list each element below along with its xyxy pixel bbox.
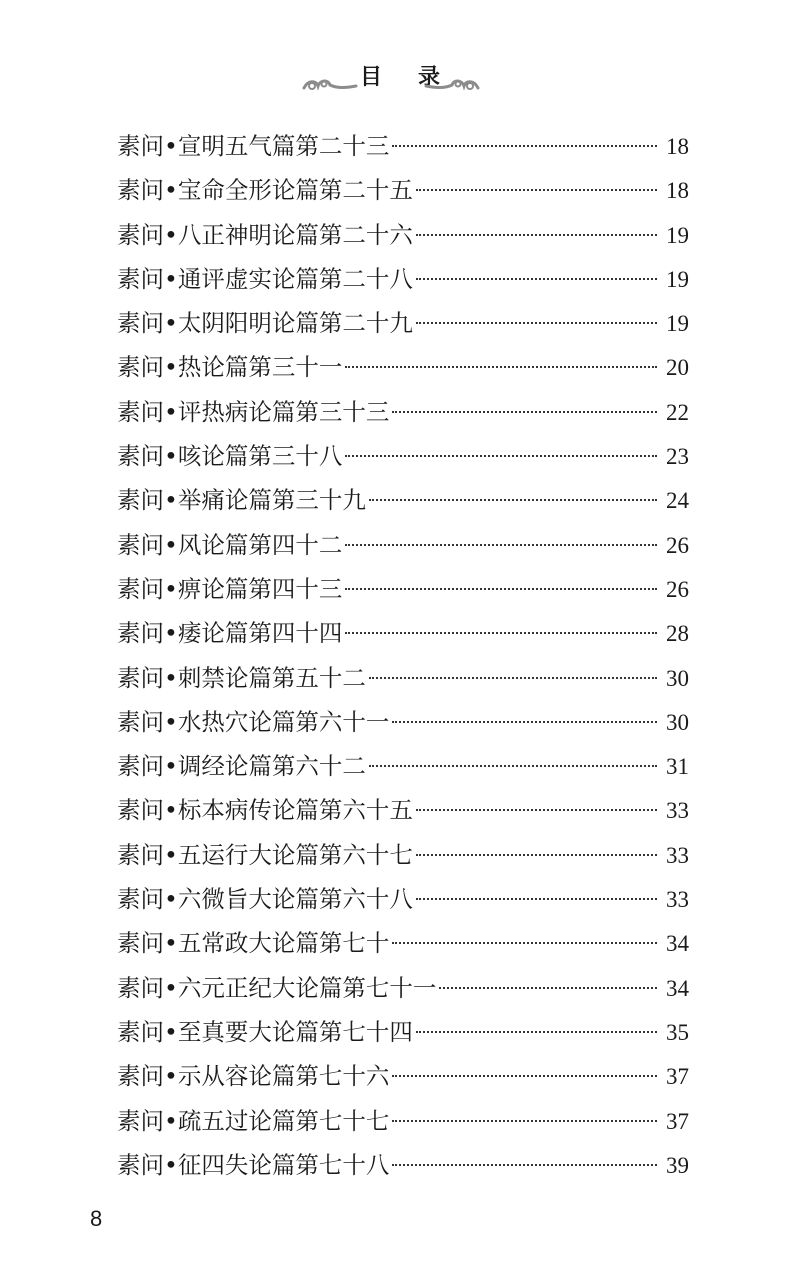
toc-entry[interactable] [117,744,689,788]
toc-header [0,56,800,106]
dot-leader [392,1164,657,1166]
dot-leader [345,366,657,368]
toc-entry-title: 素问•刺禁论篇第五十二 [117,663,366,692]
toc-entry-title: 素问•征四失论篇第七十八 [117,1150,390,1179]
toc-entry-title: 素问•举痛论篇第三十九 [117,486,366,515]
toc-entry-title: 素问•宝命全形论篇第二十五 [117,176,413,205]
dot-leader [416,278,657,280]
toc-entry-page: 33 [666,842,689,868]
dot-leader [416,189,657,191]
toc-entry-title: 素问•调经论篇第六十二 [117,752,366,781]
toc-entry-page: 37 [666,1064,689,1090]
toc-entry[interactable] [117,390,689,434]
toc-entry-page: 28 [666,621,689,647]
dot-leader [416,234,657,236]
toc-entry[interactable] [117,434,689,478]
page-title: 目录 [359,65,476,90]
dot-leader [392,1120,657,1122]
toc-entry-title: 素问•痹论篇第四十三 [117,574,343,603]
dot-leader [369,499,657,501]
toc-entry-page: 19 [666,311,689,337]
toc-entry-title: 素问•疏五过论篇第七十七 [117,1106,390,1135]
toc-entry-page: 26 [666,576,689,602]
dot-leader [439,987,657,989]
dot-leader [392,145,657,147]
dot-leader [416,898,657,900]
toc-entry-page: 37 [666,1108,689,1134]
toc-entry-page: 19 [666,266,689,292]
toc-entry-title: 素问•宣明五气篇第二十三 [117,132,390,160]
dot-leader [345,632,657,634]
toc-entry-title: 素问•标本病传论篇第六十五 [117,796,413,825]
toc-entry[interactable] [117,168,689,212]
toc-entry-page: 18 [666,134,689,159]
toc-entry-title: 素问•风论篇第四十二 [117,530,343,559]
toc-entry[interactable] [117,523,689,567]
dot-leader [345,455,657,457]
toc-entry-page: 34 [666,931,689,957]
toc-entry[interactable] [117,1143,689,1187]
toc-entry-title: 素问•八正神明论篇第二十六 [117,220,413,249]
dot-leader [369,765,657,767]
toc-entry-title: 素问•示从容论篇第七十六 [117,1062,390,1091]
toc-entry-page: 24 [666,488,689,514]
toc-entry[interactable] [117,567,689,611]
dot-leader [416,322,657,324]
dot-leader [345,544,657,546]
toc-entry-title: 素问•评热病论篇第三十三 [117,397,390,426]
toc-entry[interactable] [117,478,689,522]
dot-leader [345,588,657,590]
toc-entry-page: 34 [666,975,689,1001]
toc-entry-title: 素问•热论篇第三十一 [117,353,343,382]
dot-leader [392,942,657,944]
toc-entry-page: 39 [666,1152,689,1178]
toc-entry-title: 素问•通评虚实论篇第二十八 [117,264,413,293]
toc-entry[interactable] [117,656,689,700]
toc-entry-page: 22 [666,399,689,425]
toc-entry[interactable] [117,700,689,744]
toc-entry-title: 素问•至真要大论篇第七十四 [117,1017,413,1046]
toc-entry[interactable] [117,257,689,301]
toc-entry[interactable] [117,833,689,877]
toc-entry-title: 素问•水热穴论篇第六十一 [117,707,390,736]
toc-entry[interactable] [117,877,689,921]
toc-entry-title: 素问•咳论篇第三十八 [117,442,343,471]
dot-leader [416,854,657,856]
toc-entry[interactable] [117,788,689,832]
toc-entry-title: 素问•痿论篇第四十四 [117,619,343,648]
toc-entry-page: 30 [666,665,689,691]
toc-entry[interactable] [117,124,689,168]
page-number: 8 [90,1206,103,1231]
toc-entry-page: 19 [666,222,689,248]
toc-entry-title: 素问•六元正纪大论篇第七十一 [117,973,437,1002]
toc-entry[interactable] [117,966,689,1010]
toc-entry-title: 素问•五常政大论篇第七十 [117,929,390,958]
toc-entry[interactable] [117,1099,689,1143]
toc-entry-page: 18 [666,178,689,204]
toc-entry[interactable] [117,1010,689,1054]
toc-entry[interactable] [117,1054,689,1098]
toc-entry-page: 26 [666,532,689,558]
toc-entry[interactable] [117,345,689,389]
toc-entry[interactable] [117,213,689,257]
dot-leader [392,1075,657,1077]
toc-entry-title: 素问•五运行大论篇第六十七 [117,840,413,869]
toc-entry-page: 23 [666,444,689,470]
cloud-ornament-right-icon [424,76,480,94]
dot-leader [416,1031,657,1033]
dot-leader [392,411,657,413]
toc-entry-title: 素问•六微旨大论篇第六十八 [117,885,413,914]
toc-entry-page: 31 [666,754,689,780]
toc-entry[interactable] [117,921,689,965]
toc-entry[interactable] [117,611,689,655]
dot-leader [392,721,657,723]
toc-entry-page: 30 [666,709,689,735]
toc-list [117,124,689,1187]
toc-entry-page: 20 [666,355,689,381]
dot-leader [416,809,657,811]
dot-leader [369,677,657,679]
toc-entry-page: 35 [666,1019,689,1045]
toc-entry-title: 素问•太阴阳明论篇第二十九 [117,309,413,338]
toc-entry-page: 33 [666,798,689,824]
toc-entry[interactable] [117,301,689,345]
toc-entry-page: 33 [666,887,689,913]
